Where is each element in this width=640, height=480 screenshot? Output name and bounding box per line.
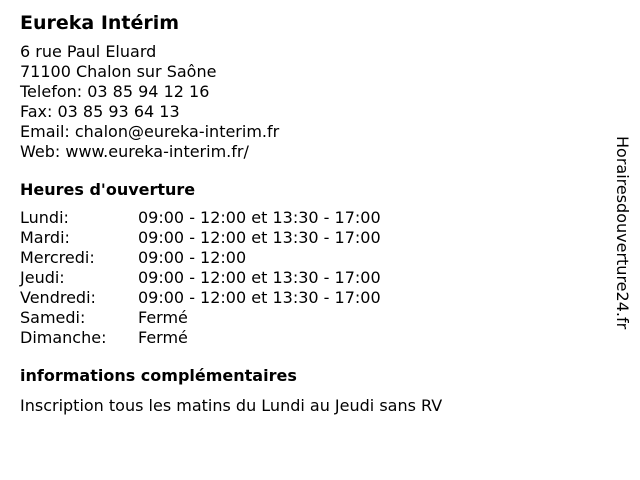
phone-number: Telefon: 03 85 94 12 16 bbox=[20, 82, 210, 101]
business-listing bbox=[20, 10, 600, 416]
additional-info-text: Inscription tous les matins du Lundi au Jeudi sans RV bbox=[20, 396, 443, 415]
address-city: 71100 Chalon sur Saône bbox=[20, 62, 217, 81]
day-label: Dimanche: bbox=[20, 328, 107, 347]
hours-row bbox=[20, 288, 600, 308]
day-label: Mercredi: bbox=[20, 248, 95, 267]
email-address: Email: chalon@eureka-interim.fr bbox=[20, 122, 280, 141]
day-hours: 09:00 - 12:00 et 13:30 - 17:00 bbox=[138, 208, 381, 227]
contact-block bbox=[20, 42, 600, 162]
day-label: Vendredi: bbox=[20, 288, 96, 307]
opening-hours-table bbox=[20, 208, 600, 348]
hours-row bbox=[20, 328, 600, 348]
day-label: Jeudi: bbox=[20, 268, 65, 287]
additional-info-heading: informations complémentaires bbox=[20, 366, 297, 385]
hours-row bbox=[20, 268, 600, 288]
website-address: Web: www.eureka-interim.fr/ bbox=[20, 142, 249, 161]
hours-row bbox=[20, 308, 600, 328]
day-hours: 09:00 - 12:00 bbox=[138, 248, 247, 267]
day-hours: Fermé bbox=[138, 328, 188, 347]
day-hours: 09:00 - 12:00 et 13:30 - 17:00 bbox=[138, 288, 381, 307]
day-label: Lundi: bbox=[20, 208, 69, 227]
business-name: Eureka Intérim bbox=[20, 12, 180, 34]
fax-number: Fax: 03 85 93 64 13 bbox=[20, 102, 180, 121]
hours-row bbox=[20, 248, 600, 268]
hours-row bbox=[20, 228, 600, 248]
opening-hours-heading: Heures d'ouverture bbox=[20, 180, 196, 199]
address-street: 6 rue Paul Eluard bbox=[20, 42, 157, 61]
day-label: Mardi: bbox=[20, 228, 70, 247]
day-hours: 09:00 - 12:00 et 13:30 - 17:00 bbox=[138, 228, 381, 247]
day-label: Samedi: bbox=[20, 308, 86, 327]
day-hours: Fermé bbox=[138, 308, 188, 327]
day-hours: 09:00 - 12:00 et 13:30 - 17:00 bbox=[138, 268, 381, 287]
site-watermark: Horairesdouverture24.fr bbox=[613, 136, 632, 330]
hours-row bbox=[20, 208, 600, 228]
